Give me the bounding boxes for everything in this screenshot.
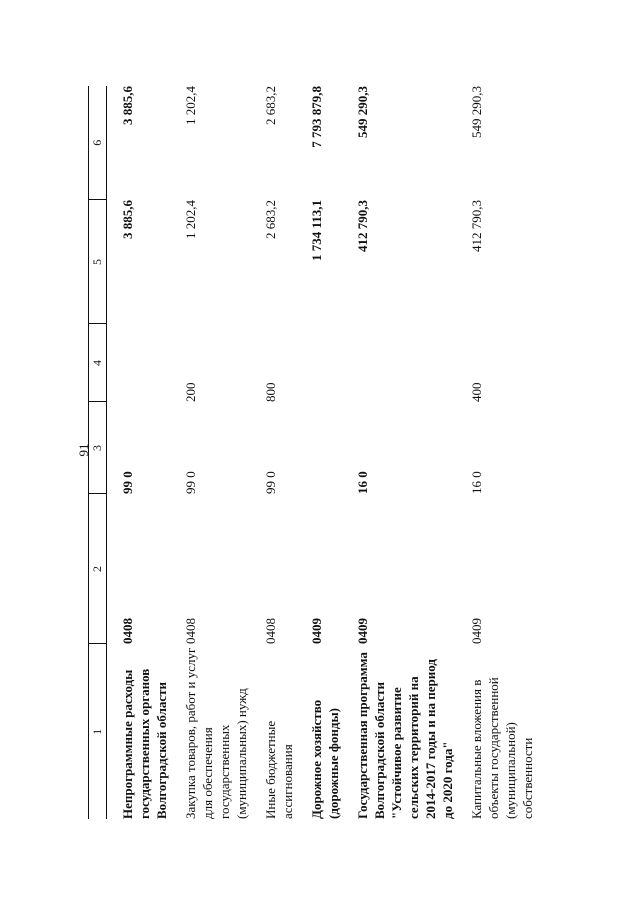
row-vr: 800: [263, 382, 278, 402]
row-sum-6: 1 202,4: [183, 86, 198, 125]
row-csr: 16 0: [469, 471, 484, 494]
header-col-2: 2: [89, 494, 107, 644]
row-sum-5: 412 790,3: [469, 200, 484, 252]
header-col-3: 3: [89, 402, 107, 494]
row-vr: [296, 324, 342, 402]
row-rz: 0408: [120, 618, 135, 644]
row-vr: 200: [183, 382, 198, 402]
row-name: Государственная программа Волгоградской области "Устойчивое развитие сельских территорий на 2014-2017 годы и на период до 2020 года": [355, 652, 455, 819]
row-vr: 400: [469, 382, 484, 402]
row-rz: 0409: [355, 618, 370, 644]
row-rz: 0409: [469, 618, 484, 644]
row-csr: 99 0: [120, 471, 135, 494]
row-vr: [107, 324, 171, 402]
row-name: Иные бюджетные ассигнования: [263, 720, 295, 819]
row-name: Непрограммные расходы государственных органов Волгоградской области: [120, 668, 169, 819]
row-sum-6: 549 290,3: [469, 86, 484, 138]
row-sum-5: 2 683,2: [263, 200, 278, 239]
row-rz: 0409: [309, 618, 324, 644]
row-csr: [296, 402, 342, 494]
row-sum-5: 1 202,4: [183, 200, 198, 239]
row-name: Закупка товаров, работ и услуг для обеспечения государственных (муниципальных) нужд: [183, 647, 249, 819]
row-name: Дорожное хозяйство (дорожные фонды): [309, 699, 341, 819]
row-sum-6: 549 290,3: [355, 86, 370, 138]
table-row: [456, 86, 536, 819]
table-row: [296, 86, 342, 819]
table-row: [342, 86, 456, 819]
row-vr: [342, 324, 456, 402]
row-sum-5: 1 734 113,1: [309, 200, 324, 262]
budget-table: [88, 86, 536, 819]
row-csr: 99 0: [183, 471, 198, 494]
table-row: [107, 86, 171, 819]
row-csr: 16 0: [355, 471, 370, 494]
header-col-4: 4: [89, 324, 107, 402]
row-sum-5: 3 885,6: [120, 200, 135, 239]
table-row: [170, 86, 250, 819]
row-rz: 0408: [263, 618, 278, 644]
row-sum-6: 3 885,6: [120, 86, 135, 125]
row-sum-5: 412 790,3: [355, 200, 370, 252]
header-col-6: 6: [89, 86, 107, 200]
row-sum-6: 2 683,2: [263, 86, 278, 125]
row-name: Капитальные вложения в объекты государственной (муниципальной) собственности: [469, 677, 535, 819]
table-header-row: [89, 86, 107, 819]
row-csr: 99 0: [263, 471, 278, 494]
row-sum-6: 7 793 879,8: [309, 86, 324, 148]
table-row: [250, 86, 296, 819]
header-col-5: 5: [89, 200, 107, 324]
row-rz: 0408: [183, 618, 198, 644]
header-col-1: 1: [89, 644, 107, 819]
page-number: 91: [76, 443, 91, 457]
